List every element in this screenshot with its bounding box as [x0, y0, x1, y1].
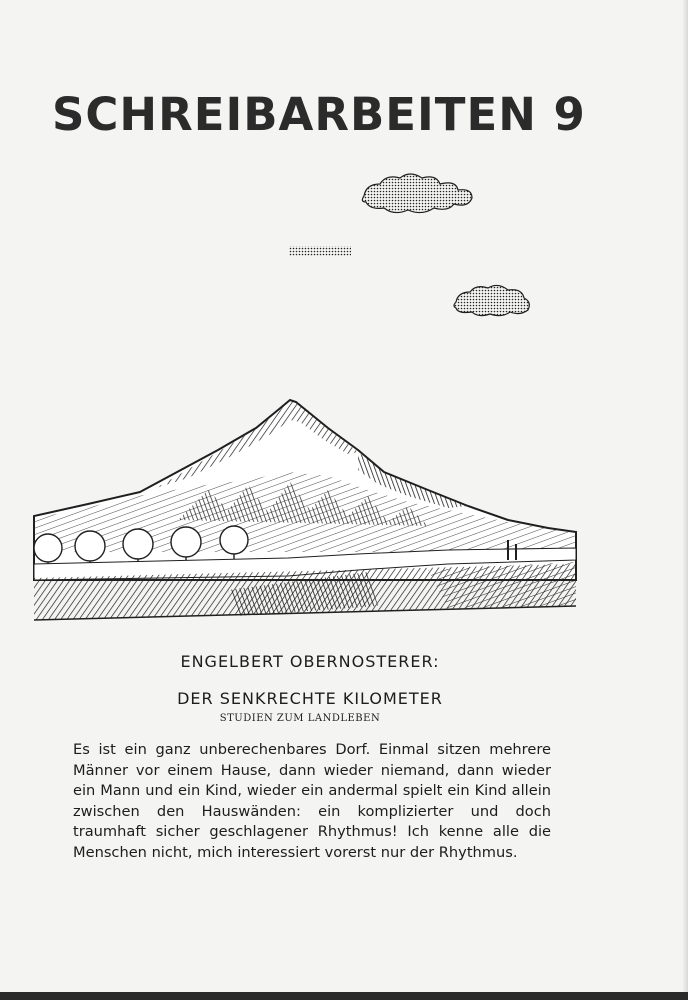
cloud-small — [454, 285, 529, 315]
mountain-landscape-illustration — [28, 160, 584, 630]
body-paragraph: Es ist ein ganz unberechenbares Dorf. Einmal sitzen mehrere Männer vor einem Hause, dann wieder niemand, dann wieder ein Mann und ein Kind, wieder ein andermal spielt ein Kind allein zwischen den Hauswänden: ein komplizierter und doch traumhaft sicher geschlagener Rhythmus! Ich kenne alle die Menschen nicht, mich interessiert vorerst nur der Rhythmus. — [73, 741, 551, 861]
work-title: DER SENKRECHTE KILOMETER — [177, 689, 443, 708]
author-name: ENGELBERT OBERNOSTERER: — [180, 652, 440, 671]
subtitle: STUDIEN ZUM LANDLEBEN — [219, 713, 381, 724]
page-bottom-edge — [0, 992, 688, 1000]
cloud-streak — [289, 246, 351, 256]
page-right-edge — [682, 0, 688, 1000]
series-title: SCHREIBARBEITEN 9 — [52, 88, 586, 141]
cloud-large — [362, 174, 472, 213]
